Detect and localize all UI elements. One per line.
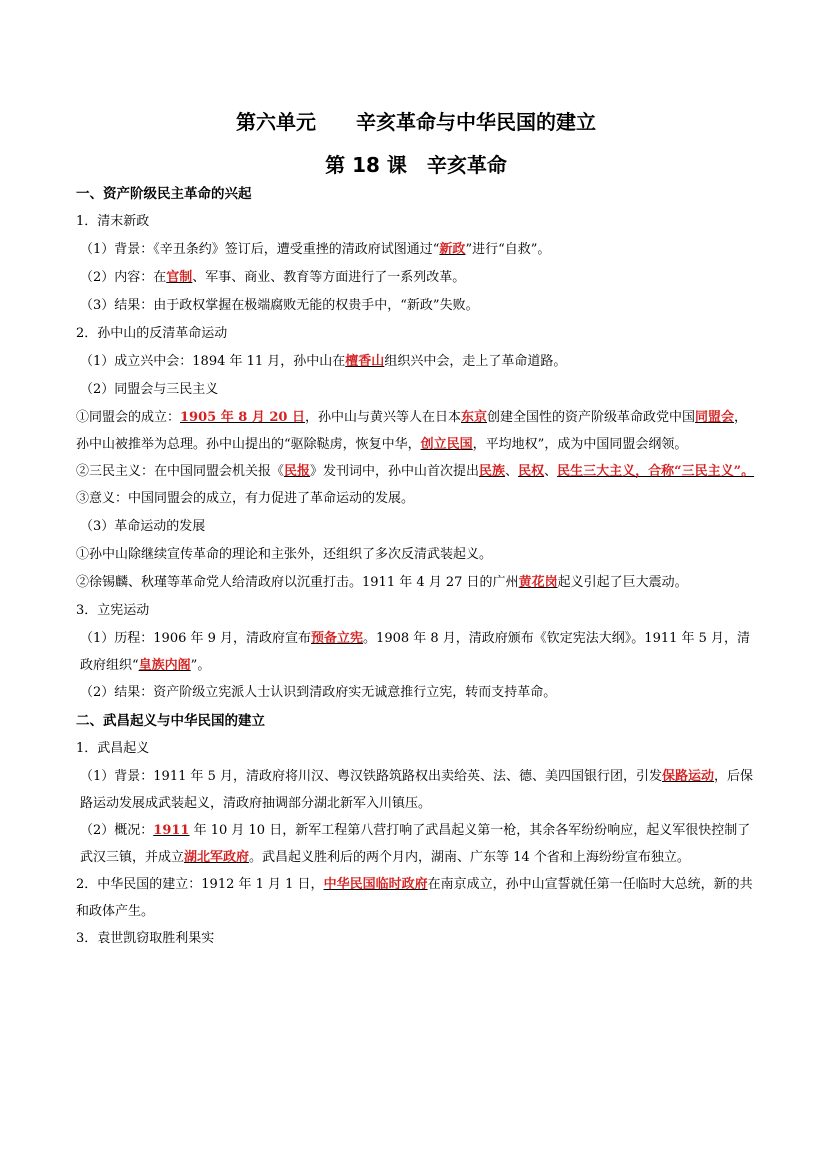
keyword-highlight: 创立民国 xyxy=(420,437,473,452)
keyword-highlight: 民生三大主义，合称“三民主义”。 xyxy=(557,464,755,479)
keyword-highlight: 檀香山 xyxy=(345,354,385,369)
keyword-highlight: 中华民国临时政府 xyxy=(323,877,428,892)
keyword-highlight: 东京 xyxy=(460,410,487,425)
keyword-highlight: 湖北军政府 xyxy=(184,850,250,865)
section-heading-2: 二、武昌起义与中华民国的建立 xyxy=(76,713,265,729)
paragraph-dev-1: ①孙中山除继续宣传革命的理论和主张外，还组织了多次反清武装起义。 xyxy=(76,547,493,562)
section-heading-1: 一、资产阶级民主革命的兴起 xyxy=(76,186,252,202)
keyword-highlight: 官制 xyxy=(166,270,193,285)
subsection-heading: 1．武昌起义 xyxy=(76,741,150,756)
paragraph-result: （2）结果：资产阶级立宪派人士认识到清政府实无诚意推行立宪，转而支持革命。 xyxy=(80,685,557,700)
keyword-highlight: 预备立宪 xyxy=(311,631,364,646)
paragraph-tongmenghui: ①同盟会的成立：1905 年 8 月 20 日，孙中山与黄兴等人在日本东京创建全国性的资产阶级革命政党中国同盟会，孙中山被推举为总理。孙中山提出的“驱除鞑虏，恢复中华，创立民国，平均地权”，成为中国同盟会纲领。 xyxy=(76,410,748,452)
paragraph-heading: （3）革命运动的发展 xyxy=(80,519,206,534)
paragraph-roc-founding: 2．中华民国的建立：1912 年 1 月 1 日，中华民国临时政府在南京成立，孙中山宣誓就任第一任临时大总统，新的共和政体产生。 xyxy=(76,877,753,919)
paragraph-result: （3）结果：由于政权掌握在极端腐败无能的权贵手中，“新政”失败。 xyxy=(80,298,479,313)
keyword-highlight: 民族 xyxy=(479,464,506,479)
paragraph-significance: ③意义：中国同盟会的成立，有力促进了革命运动的发展。 xyxy=(76,491,415,506)
paragraph-wuchang-overview: （2）概况：1911 年 10 月 10 日，新军工程第八营打响了武昌起义第一枪，其余各军纷纷响应，起义军很快控制了武汉三镇，并成立湖北军政府。武昌起义胜利后的两个月内，湖南、广东等 14 个省和上海纷纷宣布独立。 xyxy=(80,823,751,865)
subsection-heading: 2．孙中山的反清革命运动 xyxy=(76,326,228,341)
keyword-highlight: 新政 xyxy=(439,242,466,257)
subsection-heading: 3．袁世凯窃取胜利果实 xyxy=(76,931,215,946)
lesson-title: 第 18 课 辛亥革命 xyxy=(325,153,507,177)
keyword-highlight: 黄花岗 xyxy=(518,575,558,590)
keyword-highlight: 1911 xyxy=(153,823,190,838)
paragraph-content: （2）内容：在官制、军事、商业、教育等方面进行了一系列改革。 xyxy=(80,270,466,285)
paragraph-three-principles: ②三民主义：在中国同盟会机关报《民报》发刊词中，孙中山首次提出民族、民权、民生三大主义，合称“三民主义”。 xyxy=(76,464,755,479)
keyword-highlight: 民权 xyxy=(518,464,545,479)
document-page xyxy=(76,100,756,953)
paragraph-dev-2: ②徐锡麟、秋瑾等革命党人给清政府以沉重打击。1911 年 4 月 27 日的广州黄花岗起义引起了巨大震动。 xyxy=(76,575,688,590)
paragraph-background: （1）背景：《辛丑条约》签订后，遭受重挫的清政府试图通过“新政”进行“自救”。 xyxy=(80,242,551,257)
paragraph-heading: （2）同盟会与三民主义 xyxy=(80,382,219,397)
keyword-highlight: 皇族内阁 xyxy=(138,658,191,673)
paragraph-history: （1）历程：1906 年 9 月，清政府宣布预备立宪。1908 年 8 月，清政府颁布《钦定宪法大纲》。1911 年 5 月，清政府组织“皇族内阁”。 xyxy=(80,631,751,673)
subsection-heading: 1．清末新政 xyxy=(76,214,150,229)
subsection-heading: 3．立宪运动 xyxy=(76,603,150,618)
keyword-highlight: 民报 xyxy=(284,464,311,479)
unit-title: 第六单元 辛亥革命与中华民国的建立 xyxy=(236,110,596,134)
paragraph-xingzhonghui: （1）成立兴中会：1894 年 11 月，孙中山在檀香山组织兴中会，走上了革命道路。 xyxy=(80,354,567,369)
keyword-highlight: 保路运动 xyxy=(662,769,715,784)
paragraph-wuchang-background: （1）背景：1911 年 5 月，清政府将川汉、粤汉铁路筑路权出卖给英、法、德、美四国银行团，引发保路运动，后保路运动发展成武装起义，清政府抽调部分湖北新军入川镇压。 xyxy=(80,769,754,811)
keyword-highlight: 1905 年 8 月 20 日 xyxy=(180,410,305,425)
keyword-highlight: 同盟会 xyxy=(695,410,735,425)
